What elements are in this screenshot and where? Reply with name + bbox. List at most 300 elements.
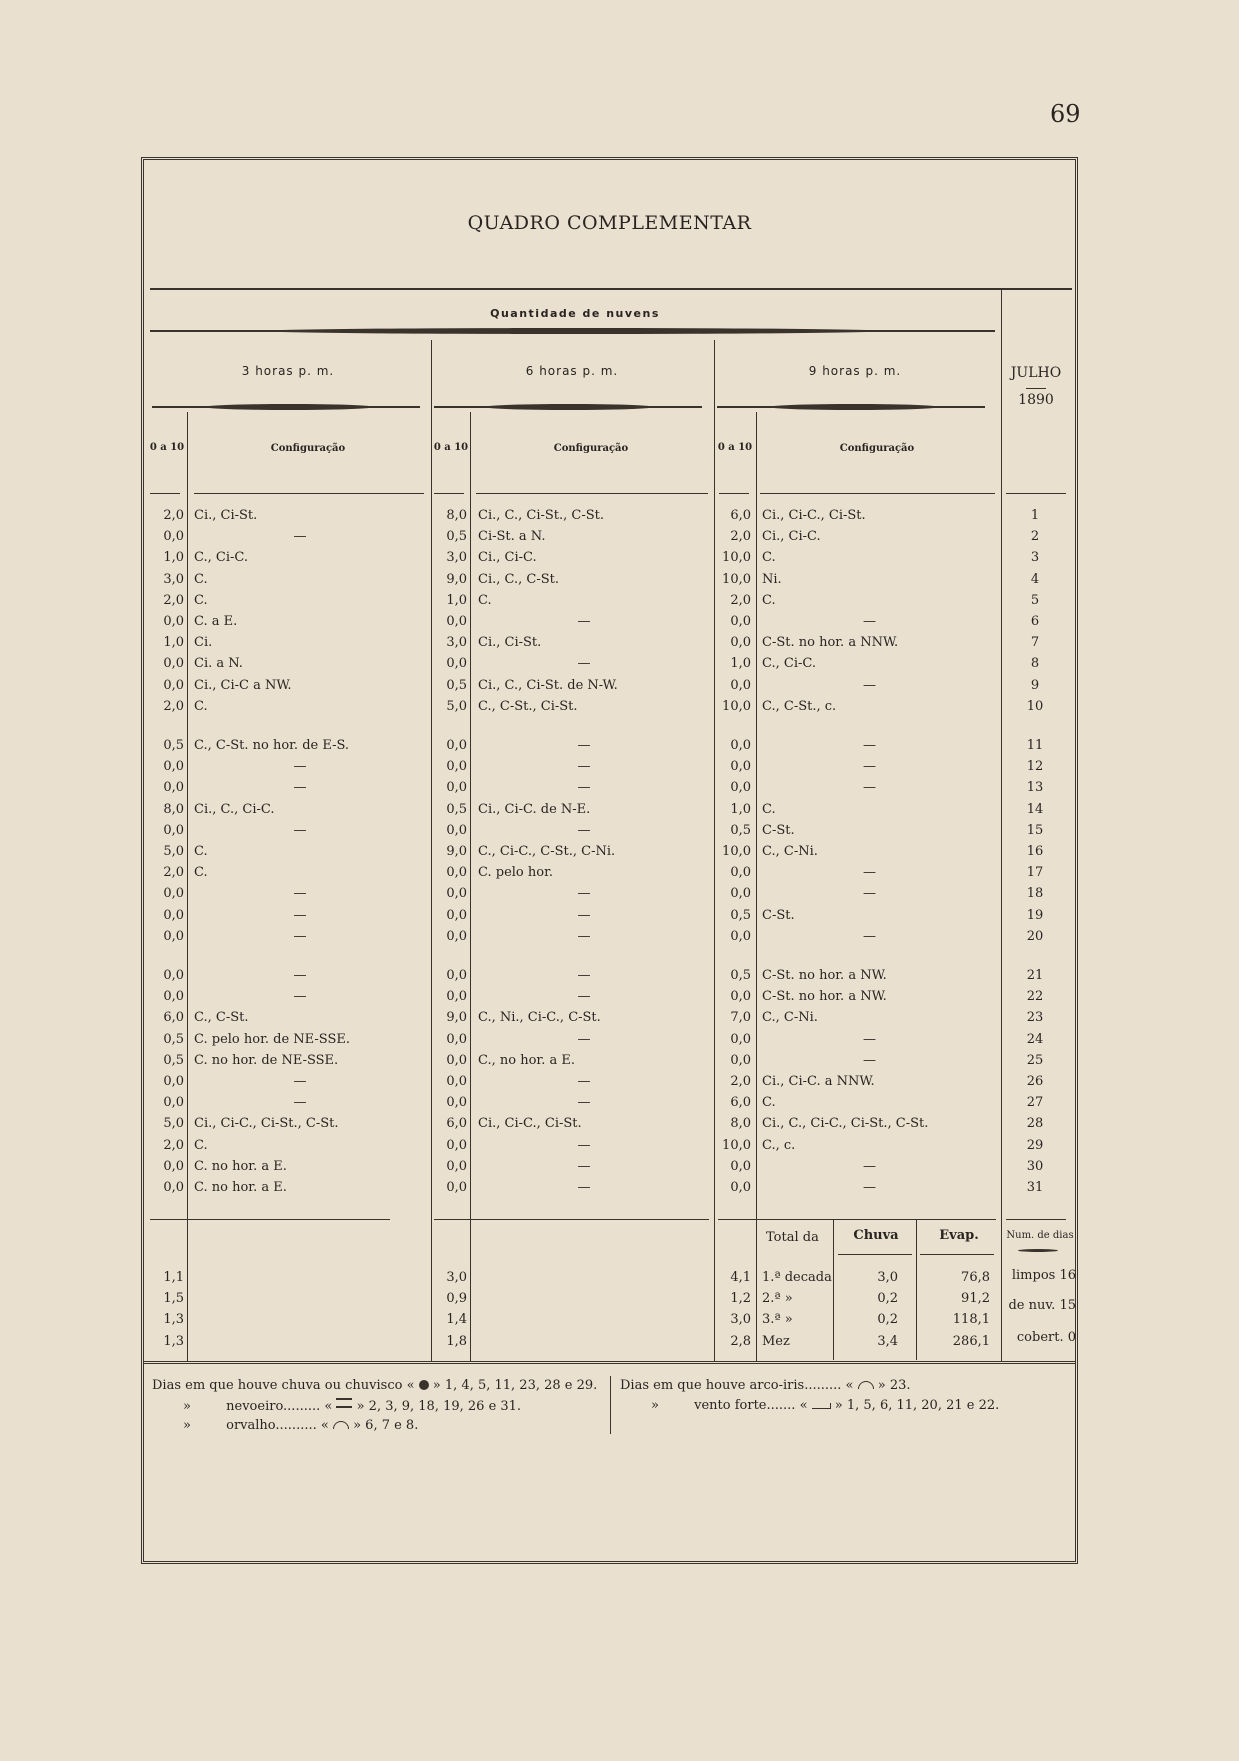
day-cell: 7 bbox=[1030, 635, 1040, 651]
cloud-amount-cell: 0,0 bbox=[730, 677, 751, 693]
configuration-cell: — bbox=[577, 1095, 591, 1111]
day-cell: 23 bbox=[1026, 1010, 1044, 1026]
header-year: 1890 bbox=[1018, 392, 1054, 408]
day-cell: 1 bbox=[1030, 508, 1040, 523]
cloud-amount-cell: 0,0 bbox=[446, 1074, 467, 1089]
day-cell: 30 bbox=[1026, 1158, 1044, 1174]
configuration-cell: — bbox=[863, 1158, 876, 1174]
summary-m3-cell: 1,3 bbox=[163, 1333, 184, 1349]
day-cell: 21 bbox=[1026, 968, 1044, 983]
configuration-cell: — bbox=[293, 907, 307, 923]
configuration-cell: — bbox=[863, 677, 876, 693]
table-row bbox=[144, 508, 1075, 529]
cloud-amount-cell: 0,0 bbox=[163, 1180, 184, 1195]
cloud-amount-cell: 1,0 bbox=[163, 635, 184, 651]
cloud-amount-cell: 0,5 bbox=[446, 677, 467, 693]
col-scale-9pm: 0 a 10 bbox=[717, 442, 753, 453]
footer-orvalho-days: 6, 7 e 8. bbox=[365, 1418, 419, 1433]
cloud-amount-cell: 0,0 bbox=[730, 928, 751, 944]
cloud-amount-cell: 0,0 bbox=[163, 529, 184, 545]
cloud-amount-cell: 8,0 bbox=[163, 801, 184, 817]
configuration-cell: — bbox=[863, 738, 876, 753]
configuration-cell: — bbox=[577, 1137, 591, 1153]
cloud-amount-cell: 0,5 bbox=[730, 968, 751, 983]
cloud-amount-cell: 0,5 bbox=[730, 822, 751, 838]
sum-evap-label: Evap. bbox=[939, 1228, 979, 1243]
header-quantidade: Quantidade de nuvens bbox=[490, 307, 660, 320]
cloud-amount-cell: 8,0 bbox=[730, 1116, 751, 1132]
sum-swell-numdias bbox=[1018, 1249, 1058, 1252]
cloud-amount-cell: 0,0 bbox=[446, 886, 467, 902]
col-scale-3pm: 0 a 10 bbox=[149, 442, 185, 453]
day-cell: 14 bbox=[1026, 801, 1044, 817]
cloud-amount-cell: 0,0 bbox=[163, 928, 184, 944]
table-row bbox=[144, 1053, 1075, 1074]
table-row bbox=[144, 529, 1075, 550]
summary-m6-cell: 3,0 bbox=[446, 1270, 467, 1285]
hdr-rule-b bbox=[194, 493, 424, 494]
summary-label-cell: 2.ª » bbox=[762, 1291, 793, 1307]
configuration-cell: — bbox=[577, 738, 591, 753]
cloud-amount-cell: 7,0 bbox=[730, 1010, 751, 1026]
day-cell: 4 bbox=[1030, 571, 1040, 587]
cloud-amount-cell: 0,0 bbox=[163, 822, 184, 838]
footer-nevoeiro-days: 2, 3, 9, 18, 19, 26 e 31. bbox=[368, 1399, 522, 1414]
sum-rule-a bbox=[150, 1219, 390, 1220]
configuration-cell: — bbox=[577, 759, 591, 775]
configuration-cell: C-St. bbox=[762, 822, 795, 838]
configuration-cell: Ci., Ci-C., Ci-St., C-St. bbox=[194, 1116, 339, 1132]
period-line-3 bbox=[717, 406, 985, 408]
day-cell: 3 bbox=[1030, 550, 1040, 566]
configuration-cell: C. bbox=[762, 550, 776, 566]
day-cell: 5 bbox=[1030, 592, 1040, 608]
cloud-amount-cell: 0,0 bbox=[163, 1095, 184, 1111]
footer-ditto-2: » bbox=[183, 1418, 191, 1433]
footer-chuva-days: 1, 4, 5, 11, 23, 28 e 29. bbox=[444, 1378, 598, 1393]
sum-chuva-label: Chuva bbox=[853, 1228, 899, 1243]
footer-arco: Dias em que houve arco-iris......... « » 23. bbox=[620, 1378, 911, 1393]
period-line-1 bbox=[152, 406, 420, 408]
day-cell: 27 bbox=[1026, 1095, 1044, 1111]
col-scale-6pm: 0 a 10 bbox=[433, 442, 469, 453]
table-row bbox=[144, 614, 1075, 635]
table-row bbox=[144, 1032, 1075, 1053]
configuration-cell: C-St. no hor. a NNW. bbox=[762, 635, 899, 651]
configuration-cell: C. bbox=[762, 1095, 776, 1111]
configuration-cell: — bbox=[863, 928, 876, 944]
cloud-amount-cell: 2,0 bbox=[163, 508, 184, 523]
cloud-amount-cell: 6,0 bbox=[446, 1116, 467, 1132]
configuration-cell: C. no hor. a E. bbox=[194, 1158, 287, 1174]
configuration-cell: — bbox=[293, 928, 307, 944]
configuration-cell: Ci., Ci-C., Ci-St. bbox=[762, 508, 866, 523]
summary-row bbox=[144, 1270, 1075, 1291]
configuration-cell: — bbox=[577, 1074, 591, 1089]
cloud-amount-cell: 0,0 bbox=[163, 886, 184, 902]
cloud-amount-cell: 0,0 bbox=[163, 968, 184, 983]
configuration-cell: C. bbox=[478, 592, 492, 608]
day-cell: 25 bbox=[1026, 1052, 1044, 1068]
summary-m3-cell: 1,1 bbox=[163, 1270, 184, 1285]
configuration-cell: — bbox=[293, 822, 307, 838]
cloud-amount-cell: 0,0 bbox=[730, 780, 751, 796]
configuration-cell: — bbox=[577, 656, 591, 672]
summary-evap-cell: 76,8 bbox=[961, 1270, 990, 1285]
summary-chuva-cell: 3,4 bbox=[877, 1333, 898, 1349]
configuration-cell: C. bbox=[194, 1137, 208, 1153]
table-row bbox=[144, 550, 1075, 571]
col-config-3pm: Configuração bbox=[270, 443, 346, 454]
table-row bbox=[144, 1074, 1075, 1095]
footer-orvalho-label: orvalho.......... bbox=[226, 1418, 317, 1433]
cloud-amount-cell: 3,0 bbox=[446, 635, 467, 651]
summary-m9-cell: 4,1 bbox=[730, 1270, 751, 1285]
sum-rule-b bbox=[434, 1219, 709, 1220]
cloud-amount-cell: 0,0 bbox=[446, 1031, 467, 1047]
footer-chuva: Dias em que houve chuva ou chuvisco « » 1, 4, 5, 11, 23, 28 e 29. bbox=[152, 1378, 598, 1393]
configuration-cell: C., C-St. no hor. de E-S. bbox=[194, 738, 350, 753]
day-cell: 9 bbox=[1030, 677, 1040, 693]
cloud-amount-cell: 0,0 bbox=[163, 780, 184, 796]
configuration-cell: — bbox=[863, 886, 876, 902]
header-month-dash bbox=[1026, 388, 1046, 389]
cloud-amount-cell: 3,0 bbox=[163, 571, 184, 587]
cloud-amount-cell: 0,0 bbox=[446, 1158, 467, 1174]
footer-separator bbox=[610, 1376, 611, 1434]
configuration-cell: — bbox=[577, 1158, 591, 1174]
cloud-amount-cell: 2,0 bbox=[730, 529, 751, 545]
table-row bbox=[144, 738, 1075, 759]
configuration-cell: Ci., Ci-St. bbox=[194, 508, 258, 523]
configuration-cell: C. bbox=[194, 865, 208, 881]
table-row bbox=[144, 1180, 1075, 1201]
table-row bbox=[144, 572, 1075, 593]
cloud-amount-cell: 0,0 bbox=[163, 1158, 184, 1174]
cloud-amount-cell: 0,0 bbox=[730, 989, 751, 1005]
cloud-amount-cell: 0,0 bbox=[730, 1052, 751, 1068]
hdr-rule-g bbox=[1006, 493, 1066, 494]
footer-vento-label: vento forte....... bbox=[694, 1398, 796, 1413]
cloud-amount-cell: 0,0 bbox=[446, 1052, 467, 1068]
configuration-cell: C., c. bbox=[762, 1137, 796, 1153]
summary-label-cell: 3.ª » bbox=[762, 1312, 793, 1328]
configuration-cell: C., C-Ni. bbox=[762, 1010, 818, 1026]
cloud-amount-cell: 1,0 bbox=[446, 592, 467, 608]
table-row bbox=[144, 1138, 1075, 1159]
footer-chuva-label: Dias em que houve chuva ou chuvisco bbox=[152, 1378, 403, 1393]
cloud-amount-cell: 10,0 bbox=[722, 571, 751, 587]
rule-under-title bbox=[150, 288, 1072, 290]
day-cell: 11 bbox=[1026, 738, 1044, 753]
cloud-amount-cell: 0,0 bbox=[446, 1137, 467, 1153]
day-cell: 19 bbox=[1026, 907, 1044, 923]
configuration-cell: — bbox=[863, 614, 876, 629]
summary-evap-cell: 118,1 bbox=[952, 1312, 990, 1328]
cloud-amount-cell: 2,0 bbox=[730, 592, 751, 608]
configuration-cell: C., Ci-C. bbox=[194, 550, 248, 566]
cloud-amount-cell: 0,0 bbox=[730, 759, 751, 775]
day-cell: 10 bbox=[1026, 698, 1044, 714]
footer-arco-days: 23. bbox=[889, 1378, 911, 1393]
table-row bbox=[144, 759, 1075, 780]
summary-m9-cell: 1,2 bbox=[730, 1291, 751, 1307]
hdr-rule-a bbox=[150, 493, 180, 494]
summary-m9-cell: 2,8 bbox=[730, 1333, 751, 1349]
cloud-amount-cell: 0,0 bbox=[730, 886, 751, 902]
table-title: QUADRO COMPLEMENTAR bbox=[467, 212, 752, 234]
footer-arco-label: Dias em que houve arco-iris......... bbox=[620, 1378, 842, 1393]
cloud-amount-cell: 9,0 bbox=[446, 844, 467, 859]
summary-evap-cell: 91,2 bbox=[961, 1291, 990, 1307]
cloud-amount-cell: 0,0 bbox=[446, 928, 467, 944]
cloud-amount-cell: 0,0 bbox=[446, 865, 467, 881]
cloud-amount-cell: 0,0 bbox=[446, 907, 467, 923]
configuration-cell: C. pelo hor. de NE-SSE. bbox=[194, 1031, 350, 1047]
hdr-rule-d bbox=[476, 493, 708, 494]
table-row bbox=[144, 1095, 1075, 1116]
hdr-rule-f bbox=[760, 493, 995, 494]
footer-ditto-3: » bbox=[651, 1398, 659, 1413]
configuration-cell: C. pelo hor. bbox=[478, 865, 553, 881]
dew-icon bbox=[333, 1421, 349, 1429]
period-line-2 bbox=[434, 406, 702, 408]
configuration-cell: C., Ni., Ci-C., C-St. bbox=[478, 1010, 601, 1026]
cloud-amount-cell: 3,0 bbox=[446, 550, 467, 566]
configuration-cell: — bbox=[293, 780, 307, 796]
configuration-cell: C., C-St. bbox=[194, 1010, 249, 1026]
strong-wind-icon bbox=[812, 1403, 831, 1409]
configuration-cell: — bbox=[863, 865, 876, 881]
day-cell: 13 bbox=[1026, 780, 1044, 796]
summary-row bbox=[144, 1334, 1075, 1355]
cloud-amount-cell: 2,0 bbox=[163, 698, 184, 714]
cloud-amount-cell: 10,0 bbox=[722, 1137, 751, 1153]
cloud-amount-cell: 0,0 bbox=[446, 656, 467, 672]
cloud-amount-cell: 5,0 bbox=[163, 844, 184, 859]
summary-chuva-cell: 3,0 bbox=[877, 1270, 898, 1285]
header-month: JULHO bbox=[1010, 365, 1062, 381]
day-cell: 22 bbox=[1026, 989, 1044, 1005]
table-row bbox=[144, 635, 1075, 656]
cloud-amount-cell: 0,0 bbox=[163, 989, 184, 1005]
cloud-amount-cell: 0,0 bbox=[446, 614, 467, 629]
configuration-cell: — bbox=[577, 822, 591, 838]
table-row bbox=[144, 929, 1075, 950]
cloud-amount-cell: 0,0 bbox=[730, 1180, 751, 1195]
cloud-amount-cell: 0,0 bbox=[730, 738, 751, 753]
summary-m3-cell: 1,3 bbox=[163, 1312, 184, 1328]
configuration-cell: — bbox=[293, 1074, 307, 1089]
configuration-cell: C. no hor. a E. bbox=[194, 1180, 287, 1195]
cloud-amount-cell: 0,0 bbox=[446, 989, 467, 1005]
configuration-cell: — bbox=[863, 1180, 876, 1195]
configuration-cell: C., C-Ni. bbox=[762, 844, 818, 859]
summary-chuva-cell: 0,2 bbox=[877, 1312, 898, 1328]
cloud-amount-cell: 0,5 bbox=[446, 529, 467, 545]
cloud-amount-cell: 0,0 bbox=[163, 759, 184, 775]
day-cell: 28 bbox=[1026, 1116, 1044, 1132]
col-config-9pm: Configuração bbox=[839, 443, 915, 454]
table-row bbox=[144, 593, 1075, 614]
header-period-6pm: 6 horas p. m. bbox=[525, 364, 619, 378]
summary-evap-cell: 286,1 bbox=[952, 1333, 990, 1349]
cloud-amount-cell: 0,5 bbox=[163, 1031, 184, 1047]
cloud-amount-cell: 6,0 bbox=[730, 1095, 751, 1111]
configuration-cell: — bbox=[863, 1031, 876, 1047]
footer-vento: » vento forte....... « » 1, 5, 6, 11, 20, 21 e 22. bbox=[620, 1398, 999, 1413]
cloud-amount-cell: 0,0 bbox=[446, 738, 467, 753]
table-row bbox=[144, 1010, 1075, 1031]
table-row bbox=[144, 699, 1075, 720]
configuration-cell: — bbox=[293, 1095, 307, 1111]
cloud-amount-cell: 10,0 bbox=[722, 550, 751, 566]
summary-label-cell: 1.ª decada bbox=[762, 1270, 832, 1285]
cloud-amount-cell: 2,0 bbox=[163, 592, 184, 608]
cloud-amount-cell: 0,0 bbox=[163, 907, 184, 923]
rainbow-icon bbox=[858, 1381, 874, 1389]
configuration-cell: C. bbox=[194, 844, 208, 859]
configuration-cell: — bbox=[577, 780, 591, 796]
cloud-amount-cell: 1,0 bbox=[163, 550, 184, 566]
cloud-amount-cell: 0,0 bbox=[163, 656, 184, 672]
table-row bbox=[144, 989, 1075, 1010]
configuration-cell: — bbox=[577, 928, 591, 944]
table-row bbox=[144, 968, 1075, 989]
sum-cobert: cobert. 0 bbox=[1016, 1330, 1076, 1345]
cloud-amount-cell: 5,0 bbox=[163, 1116, 184, 1132]
configuration-cell: — bbox=[293, 759, 307, 775]
day-cell: 31 bbox=[1026, 1180, 1044, 1195]
cloud-amount-cell: 6,0 bbox=[730, 508, 751, 523]
hdr-rule-e bbox=[719, 493, 749, 494]
configuration-cell: — bbox=[577, 907, 591, 923]
configuration-cell: Ci. bbox=[194, 635, 213, 651]
day-cell: 24 bbox=[1026, 1031, 1044, 1047]
day-cell: 6 bbox=[1030, 614, 1040, 629]
table-frame bbox=[141, 157, 1078, 1564]
cloud-amount-cell: 10,0 bbox=[722, 698, 751, 714]
configuration-cell: Ni. bbox=[762, 571, 782, 587]
configuration-cell: Ci., C., C-St. bbox=[478, 571, 559, 587]
table-row bbox=[144, 908, 1075, 929]
summary-m6-cell: 1,8 bbox=[446, 1333, 467, 1349]
configuration-cell: Ci., Ci-C. bbox=[478, 550, 537, 566]
cloud-amount-cell: 0,5 bbox=[446, 801, 467, 817]
cloud-amount-cell: 0,0 bbox=[446, 1095, 467, 1111]
summary-row bbox=[144, 1312, 1075, 1333]
table-bottom-rule bbox=[144, 1361, 1075, 1364]
day-cell: 15 bbox=[1026, 822, 1044, 838]
configuration-cell: Ci., Ci-C a NW. bbox=[194, 677, 292, 693]
hdr-rule-c bbox=[434, 493, 464, 494]
summary-m9-cell: 3,0 bbox=[730, 1312, 751, 1328]
configuration-cell: Ci., Ci-St. bbox=[478, 635, 542, 651]
cloud-amount-cell: 0,5 bbox=[730, 907, 751, 923]
footer-ditto-1: » bbox=[183, 1399, 191, 1414]
configuration-cell: Ci., C., Ci-St. de N-W. bbox=[478, 677, 618, 693]
configuration-cell: — bbox=[577, 614, 591, 629]
cloud-amount-cell: 8,0 bbox=[446, 508, 467, 523]
configuration-cell: C., C-St., Ci-St. bbox=[478, 698, 578, 714]
configuration-cell: Ci., Ci-C. de N-E. bbox=[478, 801, 591, 817]
cloud-amount-cell: 1,0 bbox=[730, 801, 751, 817]
configuration-cell: — bbox=[863, 1052, 876, 1068]
cloud-amount-cell: 6,0 bbox=[163, 1010, 184, 1026]
footer-nevoeiro-label: nevoeiro......... bbox=[226, 1399, 321, 1414]
configuration-cell: C. no hor. de NE-SSE. bbox=[194, 1052, 339, 1068]
cloud-amount-cell: 0,0 bbox=[730, 635, 751, 651]
cloud-amount-cell: 9,0 bbox=[446, 1010, 467, 1026]
configuration-cell: Ci., C., Ci-C. bbox=[194, 801, 275, 817]
cloud-amount-cell: 9,0 bbox=[446, 571, 467, 587]
configuration-cell: Ci., Ci-C. bbox=[762, 529, 821, 545]
configuration-cell: Ci., C., Ci-C., Ci-St., C-St. bbox=[762, 1116, 929, 1132]
day-cell: 16 bbox=[1026, 844, 1044, 859]
configuration-cell: C. bbox=[194, 698, 208, 714]
cloud-amount-cell: 0,0 bbox=[730, 865, 751, 881]
summary-label-cell: Mez bbox=[762, 1333, 790, 1349]
configuration-cell: C. a E. bbox=[194, 614, 238, 629]
cloud-amount-cell: 0,0 bbox=[163, 1074, 184, 1089]
configuration-cell: C. bbox=[762, 592, 776, 608]
configuration-cell: — bbox=[293, 886, 307, 902]
configuration-cell: C-St. bbox=[762, 907, 795, 923]
sum-total-label: Total da bbox=[766, 1230, 819, 1245]
table-row bbox=[144, 1116, 1075, 1137]
sum-limpos: limpos 16 bbox=[1011, 1268, 1076, 1283]
configuration-cell: — bbox=[577, 1180, 591, 1195]
configuration-cell: — bbox=[293, 529, 307, 545]
cloud-amount-cell: 0,0 bbox=[446, 822, 467, 838]
footer-nevoeiro: » nevoeiro......... « » 2, 3, 9, 18, 19, 26 e 31. bbox=[152, 1398, 521, 1414]
cloud-amount-cell: 0,0 bbox=[730, 1031, 751, 1047]
day-cell: 29 bbox=[1026, 1137, 1044, 1153]
sum-nuv: de nuv. 15 bbox=[1008, 1298, 1076, 1313]
footer-vento-days: 1, 5, 6, 11, 20, 21 e 22. bbox=[846, 1398, 1000, 1413]
configuration-cell: — bbox=[863, 780, 876, 796]
cloud-amount-cell: 0,0 bbox=[446, 968, 467, 983]
table-row bbox=[144, 802, 1075, 823]
table-row bbox=[144, 656, 1075, 677]
summary-row bbox=[144, 1291, 1075, 1312]
configuration-cell: C., C-St., c. bbox=[762, 698, 837, 714]
day-cell: 12 bbox=[1026, 759, 1044, 775]
configuration-cell: C. bbox=[194, 571, 208, 587]
summary-m6-cell: 1,4 bbox=[446, 1312, 467, 1328]
day-cell: 17 bbox=[1026, 865, 1044, 881]
sum-numdias-label: Num. de dias bbox=[1006, 1230, 1074, 1241]
configuration-cell: — bbox=[577, 989, 591, 1005]
configuration-cell: Ci., Ci-C. a NNW. bbox=[762, 1074, 875, 1089]
header-period-3pm: 3 horas p. m. bbox=[241, 364, 335, 378]
cloud-amount-cell: 0,0 bbox=[446, 759, 467, 775]
table-row bbox=[144, 886, 1075, 907]
configuration-cell: — bbox=[293, 989, 307, 1005]
summary-m3-cell: 1,5 bbox=[163, 1291, 184, 1307]
page-number: 69 bbox=[1050, 100, 1081, 128]
header-period-9pm: 9 horas p. m. bbox=[808, 364, 902, 378]
day-cell: 2 bbox=[1030, 529, 1040, 545]
cloud-amount-cell: 2,0 bbox=[730, 1074, 751, 1089]
sum-rule-chuva bbox=[838, 1254, 912, 1255]
table-row bbox=[144, 844, 1075, 865]
summary-m6-cell: 0,9 bbox=[446, 1291, 467, 1307]
configuration-cell: C., Ci-C. bbox=[762, 656, 816, 672]
configuration-cell: C. bbox=[194, 592, 208, 608]
rain-dot-icon bbox=[419, 1380, 429, 1390]
cloud-amount-cell: 0,5 bbox=[163, 738, 184, 753]
